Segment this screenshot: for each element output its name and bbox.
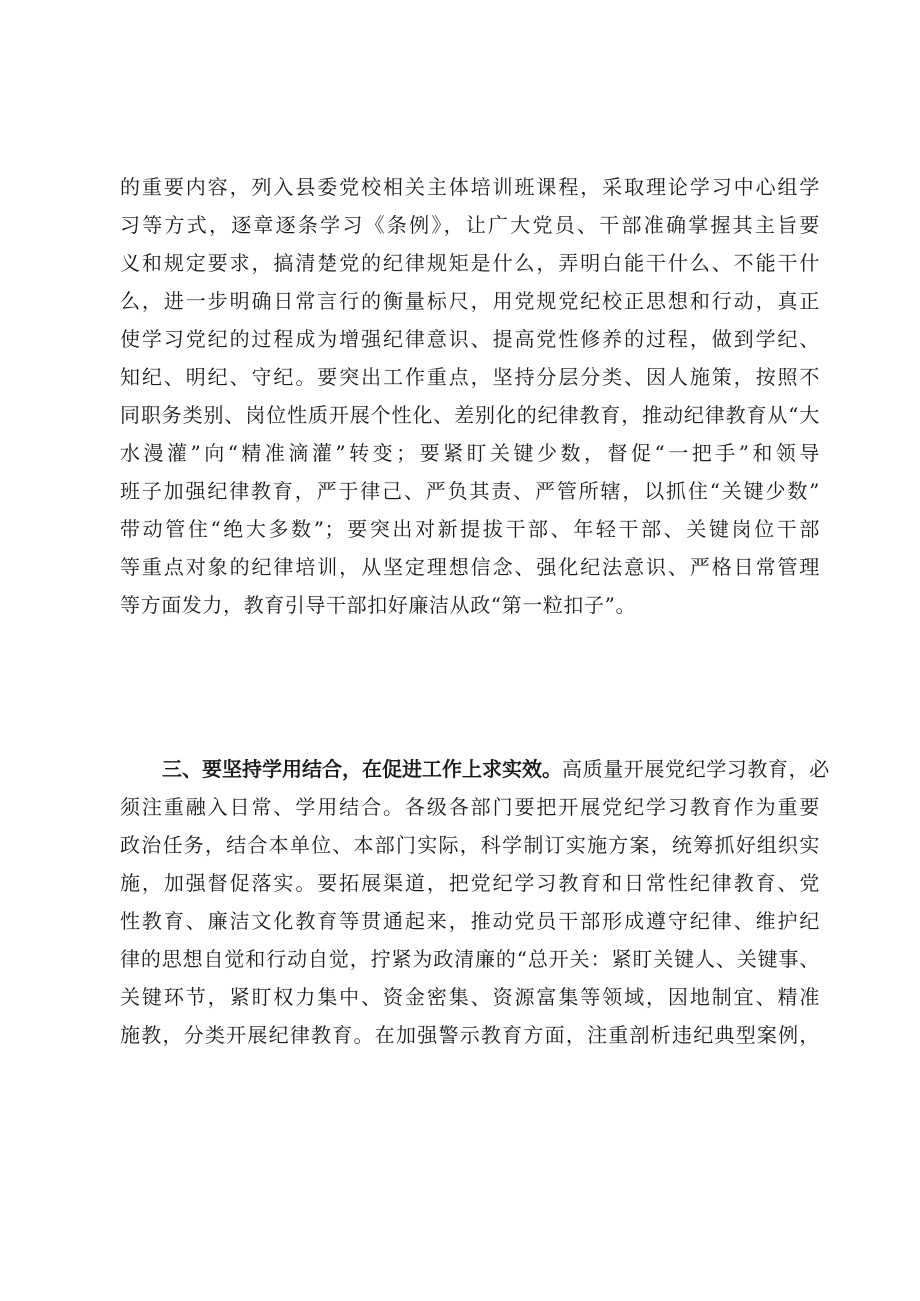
paragraph-discipline-education [120, 168, 820, 624]
text-line: 律的思想自觉和行动自觉，拧紧为政清廉的“总开关：紧盯关键人、关键事、 [120, 947, 820, 971]
text-line: 施教，分类开展纪律教育。在加强警示教育方面，注重剖析违纪典型案例， [120, 1023, 820, 1047]
text-line: 使学习党纪的过程成为增强纪律意识、提高党性修养的过程，做到学纪、 [120, 327, 820, 351]
text-line: 带动管住“绝大多数”；要突出对新提拔干部、年轻干部、关键岗位干部 [120, 517, 820, 541]
text-line: 关键环节，紧盯权力集中、资金密集、资源富集等领域，因地制宜、精准 [120, 985, 820, 1009]
section-first-line [120, 750, 830, 788]
section-heading: 三、要坚持学用结合，在促进工作上求实效。 [162, 757, 562, 781]
text-line: 等方面发力，教育引导干部扣好廉洁从政“第一粒扣子”。 [120, 593, 637, 617]
text-line: 知纪、明纪、守纪。要突出工作重点，坚持分层分类、因人施策，按照不 [120, 365, 820, 389]
text-line: 施，加强督促落实。要拓展渠道，把党纪学习教育和日常性纪律教育、党 [120, 871, 820, 895]
text-line: 同职务类别、岗位性质开展个性化、差别化的纪律教育，推动纪律教育从“大 [120, 403, 820, 427]
text-line: 班子加强纪律教育，严于律己、严负其责、严管所辖，以抓住“关键少数” [120, 479, 820, 503]
text-line: 政治任务，结合本单位、本部门实际，科学制订实施方案，统筹抓好组织实 [120, 833, 820, 857]
text-line: 性教育、廉洁文化教育等贯通起来，推动党员干部形成遵守纪律、维护纪 [120, 909, 820, 933]
paragraph-study-and-application [120, 750, 830, 1054]
text-line: 须注重融入日常、学用结合。各级各部门要把开展党纪学习教育作为重要 [120, 795, 820, 819]
text-line: 的重要内容，列入县委党校相关主体培训班课程，采取理论学习中心组学 [120, 175, 820, 199]
text-line: 义和规定要求，搞清楚党的纪律规矩是什么，弄明白能干什么、不能干什 [120, 251, 820, 275]
section-first-line-text: 高质量开展党纪学习教育，必 [562, 757, 830, 781]
text-line: 等重点对象的纪律培训，从坚定理想信念、强化纪法意识、严格日常管理 [120, 555, 820, 579]
text-line: 么，进一步明确日常言行的衡量标尺，用党规党纪校正思想和行动，真正 [120, 289, 820, 313]
text-line: 习等方式，逐章逐条学习《条例》，让广大党员、干部准确掌握其主旨要 [120, 213, 820, 237]
text-line: 水漫灌”向“精准滴灌”转变；要紧盯关键少数，督促“一把手”和领导 [120, 441, 820, 465]
